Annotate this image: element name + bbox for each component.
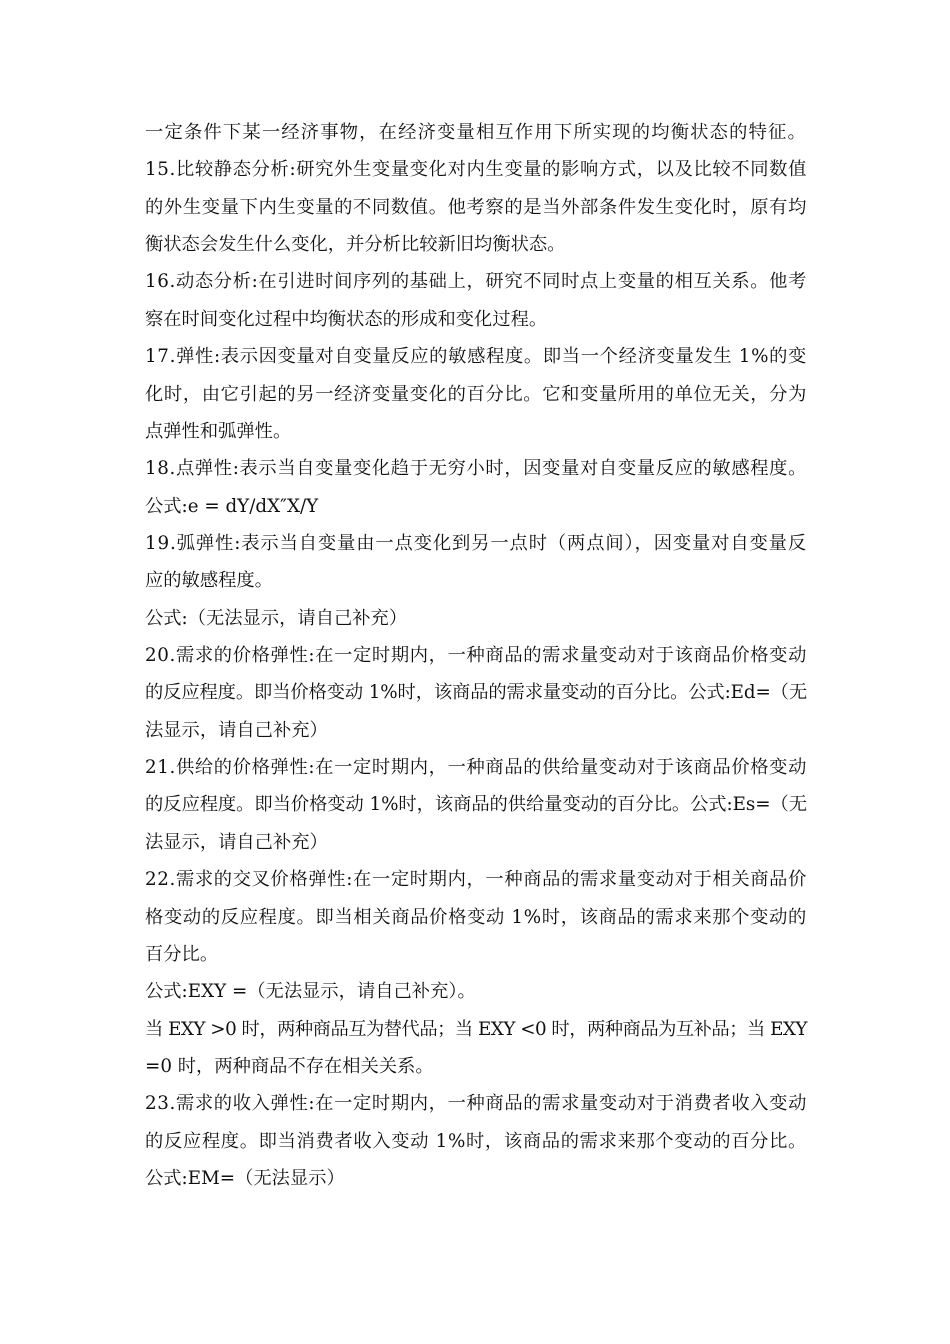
text-line: 察在时间变化过程中均衡状态的形成和变化过程。 bbox=[145, 308, 548, 330]
text-line: 当 EXY >0 时，两种商品互为替代品；当 EXY <0 时，两种商品为互补品；当 EXY bbox=[145, 1018, 807, 1040]
text-line: 23.需求的收入弹性:在一定时期内，一种商品的需求量变动对于消费者收入变动 bbox=[145, 1093, 808, 1115]
text-line-row bbox=[145, 1048, 807, 1085]
text-line: 法显示，请自己补充） bbox=[145, 831, 328, 853]
document-page bbox=[145, 114, 807, 1197]
text-line: 的反应程度。即当消费者收入变动 1%时，该商品的需求来那个变动的百分比。 bbox=[145, 1130, 807, 1152]
text-line: 衡状态会发生什么变化，并分析比较新旧均衡状态。 bbox=[145, 234, 566, 256]
text-line-row bbox=[145, 263, 807, 300]
text-line: 的外生变量下内生变量的不同数值。他考察的是当外部条件发生变化时，原有均 bbox=[145, 196, 807, 218]
text-line-row bbox=[145, 936, 807, 973]
text-line-row bbox=[145, 637, 807, 674]
text-line: 16.动态分析:在引进时间序列的基础上，研究不同时点上变量的相互关系。他考 bbox=[145, 271, 808, 293]
text-line: 15.比较静态分析:研究外生变量变化对内生变量的影响方式，以及比较不同数值 bbox=[145, 159, 808, 181]
text-line: 公式:（无法显示，请自己补充） bbox=[145, 607, 408, 629]
text-line: 19.弧弹性:表示当自变量由一点变化到另一点时（两点间），因变量对自变量反 bbox=[145, 532, 808, 554]
text-line-row bbox=[145, 189, 807, 226]
text-line: 法显示，请自己补充） bbox=[145, 719, 328, 741]
text-line-row bbox=[145, 338, 807, 375]
text-line-row bbox=[145, 786, 807, 823]
text-line: 的反应程度。即当价格变动 1%时，该商品的需求量变动的百分比。公式:Ed=（无 bbox=[145, 682, 808, 704]
text-line-row bbox=[145, 450, 807, 487]
text-line: 应的敏感程度。 bbox=[145, 570, 273, 592]
text-line-row bbox=[145, 749, 807, 786]
text-line-row bbox=[145, 1160, 807, 1197]
text-line-row bbox=[145, 899, 807, 936]
text-line-row bbox=[145, 1011, 807, 1048]
text-line-row bbox=[145, 674, 807, 711]
text-line: 公式:e = dY/dX″X/Y bbox=[145, 495, 319, 517]
text-line-row bbox=[145, 861, 807, 898]
text-line-row bbox=[145, 488, 807, 525]
text-line: 百分比。 bbox=[145, 943, 219, 965]
text-line: 一定条件下某一经济事物，在经济变量相互作用下所实现的均衡状态的特征。 bbox=[145, 122, 807, 143]
text-line-row bbox=[145, 525, 807, 562]
text-line-row bbox=[145, 1123, 807, 1160]
text-line: 点弹性和弧弹性。 bbox=[145, 420, 292, 442]
text-line-row bbox=[145, 562, 807, 599]
text-line: 21.供给的价格弹性:在一定时期内，一种商品的供给量变动对于该商品价格变动 bbox=[145, 757, 808, 779]
text-line: 18.点弹性:表示当自变量变化趋于无穷小时，因变量对自变量反应的敏感程度。 bbox=[145, 458, 808, 480]
text-line: 格变动的反应程度。即当相关商品价格变动 1%时，该商品的需求来那个变动的 bbox=[145, 906, 807, 928]
text-line-row bbox=[145, 824, 807, 861]
text-line: 化时，由它引起的另一经济变量变化的百分比。它和变量所用的单位无关，分为 bbox=[145, 383, 807, 405]
text-line: 的反应程度。即当价格变动 1%时，该商品的供给量变动的百分比。公式:Es=（无 bbox=[145, 794, 807, 816]
text-line-row bbox=[145, 151, 807, 188]
text-line-row bbox=[145, 301, 807, 338]
text-line-row bbox=[145, 600, 807, 637]
text-line: 20.需求的价格弹性:在一定时期内，一种商品的需求量变动对于该商品价格变动 bbox=[145, 645, 808, 667]
text-line-row bbox=[145, 376, 807, 413]
text-line-row bbox=[145, 226, 807, 263]
text-line: =0 时，两种商品不存在相关关系。 bbox=[145, 1055, 434, 1077]
text-line-row bbox=[145, 1085, 807, 1122]
text-line: 17.弹性:表示因变量对自变量反应的敏感程度。即当一个经济变量发生 1%的变 bbox=[145, 346, 807, 368]
text-line-row bbox=[145, 712, 807, 749]
text-line-row bbox=[145, 413, 807, 450]
text-line-row bbox=[145, 114, 807, 151]
text-line: 公式:EM=（无法显示） bbox=[145, 1168, 345, 1190]
text-line-row bbox=[145, 973, 807, 1010]
text-line: 22.需求的交叉价格弹性:在一定时期内，一种商品的需求量变动对于相关商品价 bbox=[145, 869, 808, 891]
text-line: 公式:EXY =（无法显示，请自己补充）。 bbox=[145, 981, 476, 1003]
